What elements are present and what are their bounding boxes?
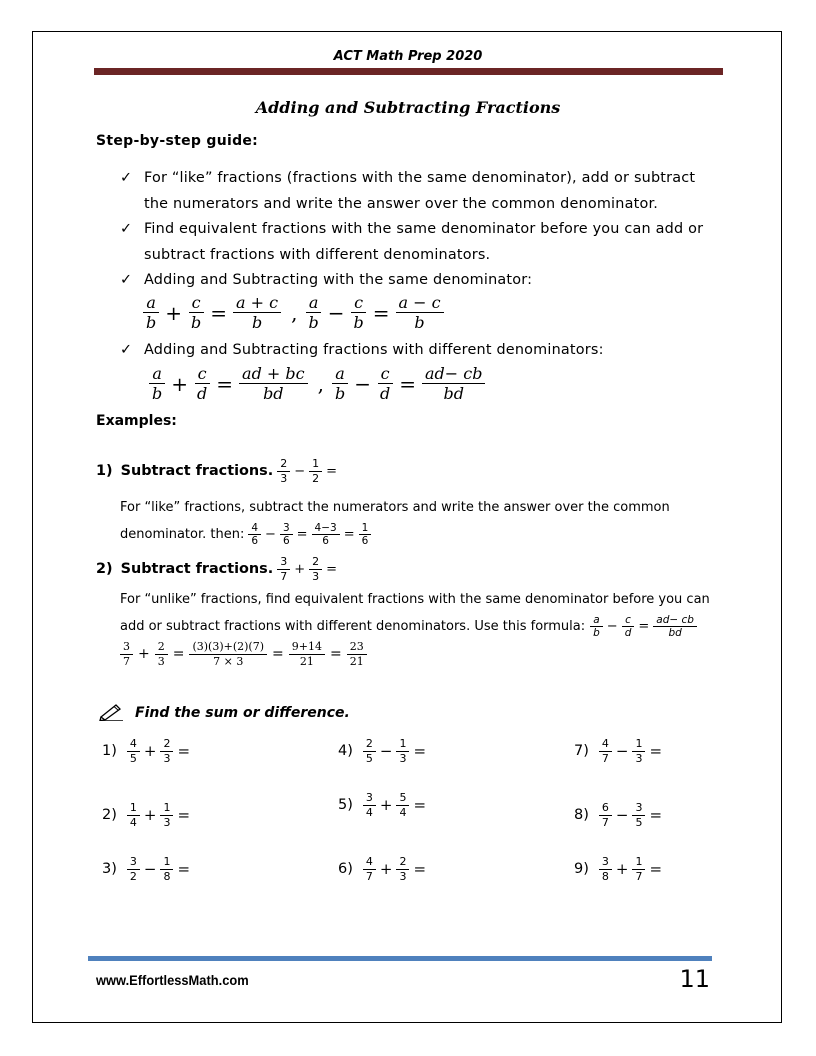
check-icon: ✓ [120,170,133,186]
fraction: $\frac{c}{d}$ [377,365,393,404]
example-1-steps: $\frac{4}{6}$ − $\frac{3}{6}$ = $\frac{4-3}{6}$ = $\frac{1}{6}$ [246,521,373,548]
fraction: $\frac{a}{b}$ [305,294,321,333]
problem-2: 2) $\frac{1}{4}$ + $\frac{1}{3}$ = [102,801,191,829]
fraction: $\frac{ad + bc}{bd}$ [239,365,308,404]
examples-heading: Examples: [96,413,177,429]
formula-same-denominator: $\frac{a}{b}$ + $\frac{c}{b}$ = $\frac{a + c}{b}$ , $\frac{a}{b}$ − $\frac{c}{b}$ = $\frac{a - c}{b}$ [141,294,446,333]
example-2-explanation: For “unlike” fractions, find equivalent fractions with the same denominator before you can add or subtract fractions with different denominators. Use this formula: $\frac{a}{b}$ − $\frac{c}{d}$ = $\frac{ad- cb}{bd}$ [120,592,710,639]
fraction: $\frac{c}{b}$ [188,294,204,333]
bullet-text: Adding and Subtracting fractions with different denominators: [144,342,604,358]
header-title: ACT Math Prep 2020 [333,49,483,64]
pencil-icon [99,701,125,725]
guide-bullet [120,338,720,364]
guide-bullet [120,268,720,294]
guide-heading: Step-by-step guide: [96,133,259,149]
page-number: 11 [679,965,710,993]
example-2-steps: $\frac{3}{7}$ + $\frac{2}{3}$ = $\frac{(3)(3)+(2)(7)}{7 \times 3}$ = $\frac{9+14}{21}$ = $\frac{23}{21}$ [118,641,369,668]
section-title: Adding and Subtracting Fractions [255,98,561,117]
example-2-formula: $\frac{a}{b}$ − $\frac{c}{d}$ = $\frac{ad- cb}{bd}$ [588,613,699,640]
problem-5: 5) $\frac{3}{4}$ + $\frac{5}{4}$ = [338,791,427,819]
exercise-instruction: Find the sum or difference. [99,701,350,725]
example-1-expression: $\frac{2}{3}$ − $\frac{1}{2}$ = [275,458,339,485]
fraction: $\frac{a}{b}$ [332,365,348,404]
bullet-text: Find equivalent fractions with the same denominator before you can add or subtract fractions with different denominators. [144,221,704,263]
check-icon: ✓ [120,272,133,288]
fraction: $\frac{c}{d}$ [194,365,210,404]
problem-3: 3) $\frac{3}{2}$ − $\frac{1}{8}$ = [102,855,191,883]
example-2-title: 2) Subtract fractions. $\frac{3}{7}$ + $\frac{2}{3}$ = [96,555,337,583]
fraction: $\frac{c}{b}$ [350,294,366,333]
example-2-expression: $\frac{3}{7}$ + $\frac{2}{3}$ = [275,556,339,583]
fraction: $\frac{a}{b}$ [149,365,165,404]
problem-8: 8) $\frac{6}{7}$ − $\frac{3}{5}$ = [574,801,663,829]
problem-1: 1) $\frac{4}{5}$ + $\frac{2}{3}$ = [102,737,191,765]
fraction: $\frac{a + c}{b}$ [233,294,281,333]
header-rule [94,68,723,75]
bullet-text: Adding and Subtracting with the same denominator: [144,272,533,288]
footer-website: www.EffortlessMath.com [96,972,249,988]
check-icon: ✓ [120,342,133,358]
example-1-title: 1) Subtract fractions. $\frac{2}{3}$ − $\frac{1}{2}$ = [96,457,337,485]
problem-9: 9) $\frac{3}{8}$ + $\frac{1}{7}$ = [574,855,663,883]
guide-bullet [120,217,720,268]
fraction: $\frac{ad- cb}{bd}$ [422,365,485,404]
example-1-explanation: For “like” fractions, subtract the numerators and write the answer over the common denominator. then: $\frac{4}{6}$ − $\frac{3}{6}$ = $\frac{4-3}{6}$ = $\frac{1}{6}$ [120,500,670,547]
problem-4: 4) $\frac{2}{5}$ − $\frac{1}{3}$ = [338,737,427,765]
formula-different-denominators: $\frac{a}{b}$ + $\frac{c}{d}$ = $\frac{ad + bc}{bd}$ , $\frac{a}{b}$ − $\frac{c}{d}$ = $\frac{ad- cb}{bd}$ [147,365,487,404]
fraction: $\frac{a - c}{b}$ [396,294,444,333]
guide-bullet [120,166,720,217]
footer-rule [88,956,712,961]
problem-6: 6) $\frac{4}{7}$ + $\frac{2}{3}$ = [338,855,427,883]
bullet-text: For “like” fractions (fractions with the same denominator), add or subtract the numerators and write the answer over the common denominator. [144,170,696,212]
check-icon: ✓ [120,221,133,237]
problem-7: 7) $\frac{4}{7}$ − $\frac{1}{3}$ = [574,737,663,765]
fraction: $\frac{a}{b}$ [143,294,159,333]
